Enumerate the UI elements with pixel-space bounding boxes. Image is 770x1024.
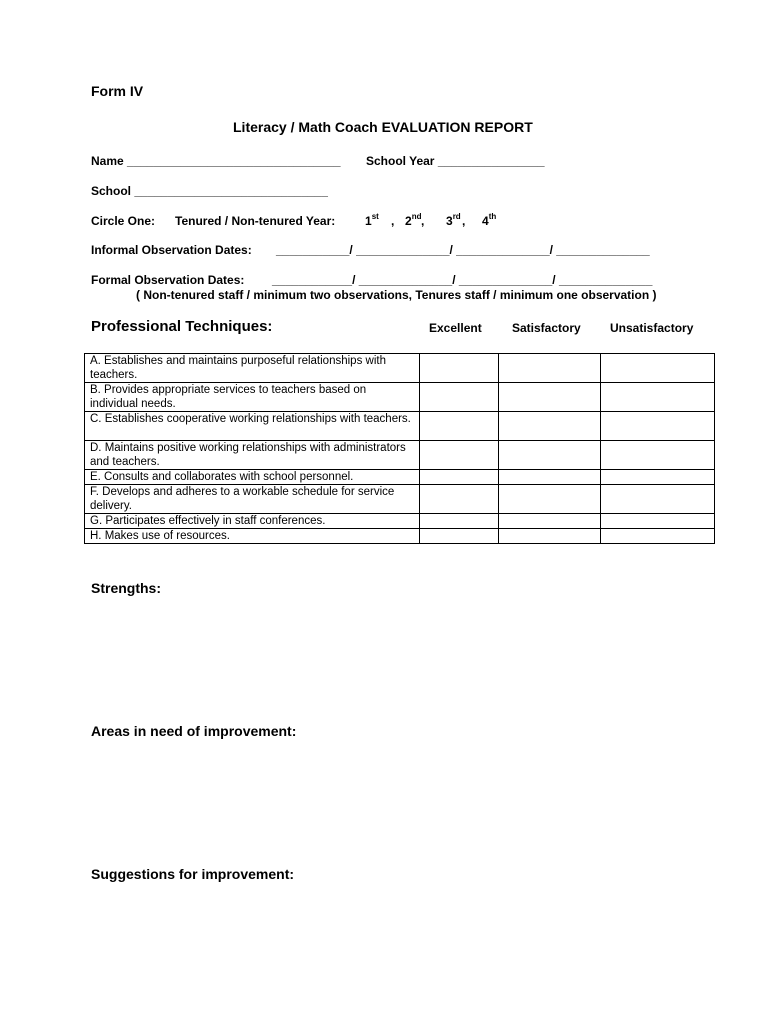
excellent-cell-g[interactable] [420, 514, 499, 529]
strengths-heading: Strengths: [91, 580, 161, 596]
page-title: Literacy / Math Coach EVALUATION REPORT [233, 119, 533, 135]
excellent-cell-e[interactable] [420, 470, 499, 485]
school-blank: _____________________________ [134, 184, 328, 198]
satisfactory-cell-f[interactable] [499, 485, 601, 514]
satisfactory-cell-e[interactable] [499, 470, 601, 485]
technique-item-e: E. Consults and collaborates with school personnel. [85, 470, 420, 485]
unsatisfactory-cell-a[interactable] [601, 354, 715, 383]
informal-dates-blanks[interactable]: ___________/ ______________/ ______________/ ______________ [276, 243, 650, 257]
formal-dates-label: Formal Observation Dates: [91, 273, 245, 287]
formal-dates-blanks[interactable]: ____________/ ______________/ ______________/ ______________ [272, 273, 653, 287]
technique-item-f: F. Develops and adheres to a workable schedule for service delivery. [85, 485, 420, 514]
excellent-cell-c[interactable] [420, 412, 499, 441]
unsatisfactory-cell-g[interactable] [601, 514, 715, 529]
form-label: Form IV [91, 83, 144, 99]
year-1-sup: st [371, 212, 379, 221]
observation-note: ( Non-tenured staff / minimum two observations, Tenures staff / minimum one observation ) [136, 288, 657, 302]
excellent-cell-b[interactable] [420, 383, 499, 412]
year-2-text: 2 [405, 214, 412, 228]
satisfactory-cell-a[interactable] [499, 354, 601, 383]
column-header-unsatisfactory: Unsatisfactory [610, 321, 694, 335]
techniques-table [84, 353, 715, 544]
column-header-excellent: Excellent [429, 321, 482, 335]
satisfactory-cell-d[interactable] [499, 441, 601, 470]
school-year-field[interactable] [366, 154, 545, 168]
year-1-option[interactable] [365, 214, 379, 228]
name-field[interactable] [91, 154, 341, 168]
year-3-text: 3 [446, 214, 453, 228]
name-blank: ________________________________ [127, 154, 341, 168]
excellent-cell-d[interactable] [420, 441, 499, 470]
school-year-label: School Year [366, 154, 435, 168]
areas-improvement-heading: Areas in need of improvement: [91, 723, 297, 739]
circle-one-label: Circle One: [91, 214, 156, 228]
column-header-satisfactory: Satisfactory [512, 321, 581, 335]
technique-item-b: B. Provides appropriate services to teachers based on individual needs. [85, 383, 420, 412]
strengths-area[interactable] [91, 604, 711, 714]
unsatisfactory-cell-e[interactable] [601, 470, 715, 485]
technique-item-c: C. Establishes cooperative working relationships with teachers. [85, 412, 420, 441]
table-row [85, 470, 715, 485]
year-3-option[interactable] [446, 214, 461, 228]
excellent-cell-h[interactable] [420, 529, 499, 544]
satisfactory-cell-g[interactable] [499, 514, 601, 529]
year-2-option[interactable] [405, 214, 421, 228]
tenure-options[interactable]: Tenured / Non-tenured Year: [175, 214, 336, 228]
unsatisfactory-cell-f[interactable] [601, 485, 715, 514]
table-row [85, 412, 715, 441]
name-label: Name [91, 154, 124, 168]
table-row [85, 441, 715, 470]
school-field[interactable] [91, 184, 328, 198]
technique-item-g: G. Participates effectively in staff conferences. [85, 514, 420, 529]
informal-dates-label: Informal Observation Dates: [91, 243, 252, 257]
year-4-option[interactable] [482, 214, 496, 228]
unsatisfactory-cell-d[interactable] [601, 441, 715, 470]
year-2-sup: nd [411, 212, 422, 221]
table-row [85, 529, 715, 544]
year-3-sup: rd [452, 212, 461, 221]
technique-item-d: D. Maintains positive working relationships with administrators and teachers. [85, 441, 420, 470]
table-row [85, 485, 715, 514]
year-separator-3: , [462, 214, 466, 228]
table-row [85, 514, 715, 529]
areas-improvement-area[interactable] [91, 747, 711, 857]
suggestions-heading: Suggestions for improvement: [91, 866, 295, 882]
year-separator-1: , [391, 214, 395, 228]
school-year-blank: ________________ [437, 154, 545, 168]
unsatisfactory-cell-c[interactable] [601, 412, 715, 441]
unsatisfactory-cell-h[interactable] [601, 529, 715, 544]
technique-item-h: H. Makes use of resources. [85, 529, 420, 544]
school-label: School [91, 184, 132, 198]
year-separator-2: , [421, 214, 425, 228]
technique-item-a: A. Establishes and maintains purposeful relationships with teachers. [85, 354, 420, 383]
excellent-cell-f[interactable] [420, 485, 499, 514]
suggestions-area[interactable] [91, 890, 711, 1000]
techniques-heading: Professional Techniques: [91, 318, 273, 335]
year-4-text: 4 [482, 214, 489, 228]
excellent-cell-a[interactable] [420, 354, 499, 383]
table-row [85, 383, 715, 412]
year-1-text: 1 [365, 214, 372, 228]
table-row [85, 354, 715, 383]
year-4-sup: th [488, 212, 497, 221]
unsatisfactory-cell-b[interactable] [601, 383, 715, 412]
satisfactory-cell-b[interactable] [499, 383, 601, 412]
satisfactory-cell-c[interactable] [499, 412, 601, 441]
satisfactory-cell-h[interactable] [499, 529, 601, 544]
